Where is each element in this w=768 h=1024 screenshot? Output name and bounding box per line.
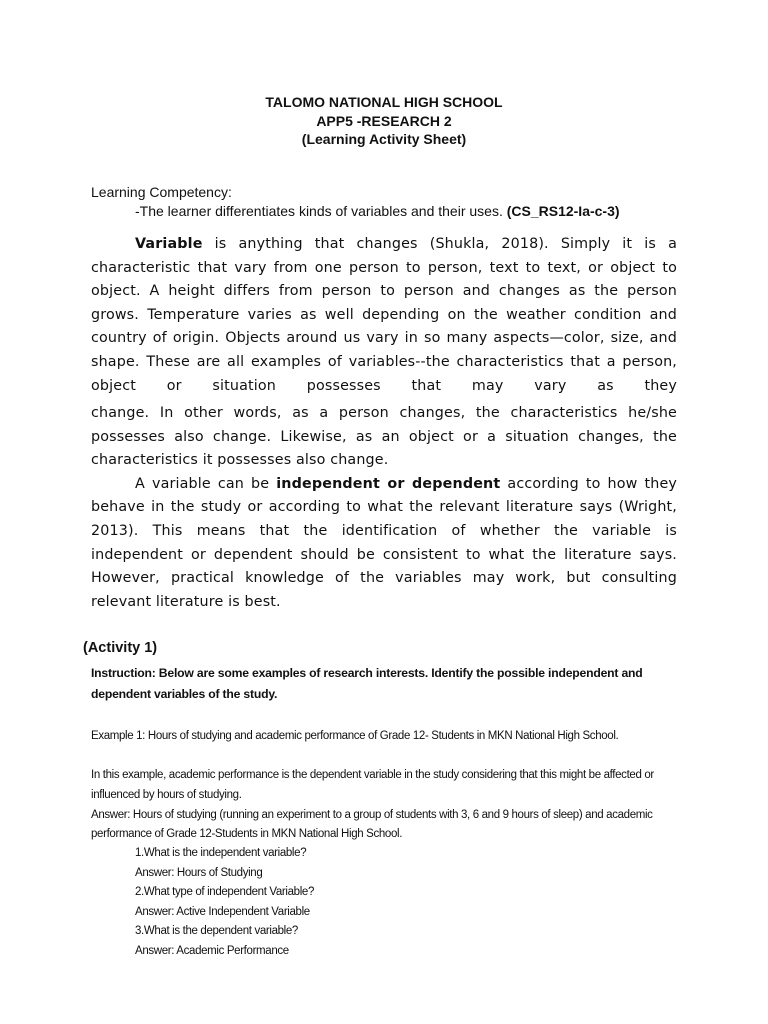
term-variable: Variable — [135, 236, 203, 252]
example-1-explanation-block — [91, 766, 691, 845]
question-2: 2.What type of independent Variable? — [135, 886, 314, 899]
competency-text — [91, 202, 691, 221]
paragraph-continuation — [91, 402, 677, 614]
question-answer-list — [135, 844, 675, 962]
competency-description: -The learner differentiates kinds of variables and their uses. — [135, 202, 507, 219]
activity-instruction: Instruction: Below are some examples of research interests. Identify the possible independent and dependent variables of the study. — [91, 666, 643, 701]
question-1: 1.What is the independent variable? — [135, 847, 307, 859]
paragraph1-text: is anything that changes (Shukla, 2018). Simply it is a characteristic that vary from one person to person, text to text, or object to object. A height differs from person to person and changes as the person grows. Temperature varies as well depending on the weather condition and country of origin. Objects around us vary in so many aspects—color, size, and shape. These are all examples of variables--the characteristics that a person, object or situation possesses that may vary as they — [91, 236, 677, 394]
paragraph-independent-dependent — [91, 473, 677, 615]
paragraph2-text: according to how they behave in the study or according to what the relevant literature says (Wright, 2013). This means that the identification of whether the variable is independent or dependent should be consistent to what the literature says. However, practical knowledge of the variables may work, but consulting relevant literature is best. — [91, 475, 678, 610]
subject-title: APP5 -RESEARCH 2 — [316, 112, 452, 129]
competency-label: Learning Competency: — [91, 184, 232, 200]
paragraph2-intro: A variable can be — [135, 475, 277, 492]
answer-1: Answer: Hours of Studying — [135, 866, 263, 879]
answer-3: Answer: Academic Performance — [135, 944, 289, 957]
question-3: 3.What is the dependent variable? — [135, 925, 298, 938]
example-1: Example 1: Hours of studying and academic performance of Grade 12- Students in MKN National High School. — [91, 730, 619, 742]
term-independent-dependent: independent or dependent — [276, 475, 501, 492]
example-1-answer: Answer: Hours of studying (running an experiment to a group of students with 3, 6 and 9 hours of sleep) and academic performance of Grade 12-Students in MKN National High School. — [91, 808, 653, 841]
example-1-explanation: In this example, academic performance is the dependent variable in the study considering that this might be affected or influenced by hours of studying. — [91, 769, 654, 801]
activity-title: (Activity 1) — [83, 640, 158, 656]
competency-code: (CS_RS12-Ia-c-3) — [506, 202, 620, 219]
school-name: TALOMO NATIONAL HIGH SCHOOL — [265, 94, 503, 110]
paragraph-variable-definition — [91, 233, 677, 398]
learning-competency — [91, 183, 691, 220]
answer-2: Answer: Active Independent Variable — [135, 905, 310, 918]
paragraph1-continuation: change. In other words, as a person changes, the characteristics he/she possesses also change. Likewise, as an object or a situation changes, the characteristics it possesses also change. — [91, 405, 677, 469]
sheet-type: (Learning Activity Sheet) — [301, 131, 467, 147]
document-header — [0, 93, 768, 149]
